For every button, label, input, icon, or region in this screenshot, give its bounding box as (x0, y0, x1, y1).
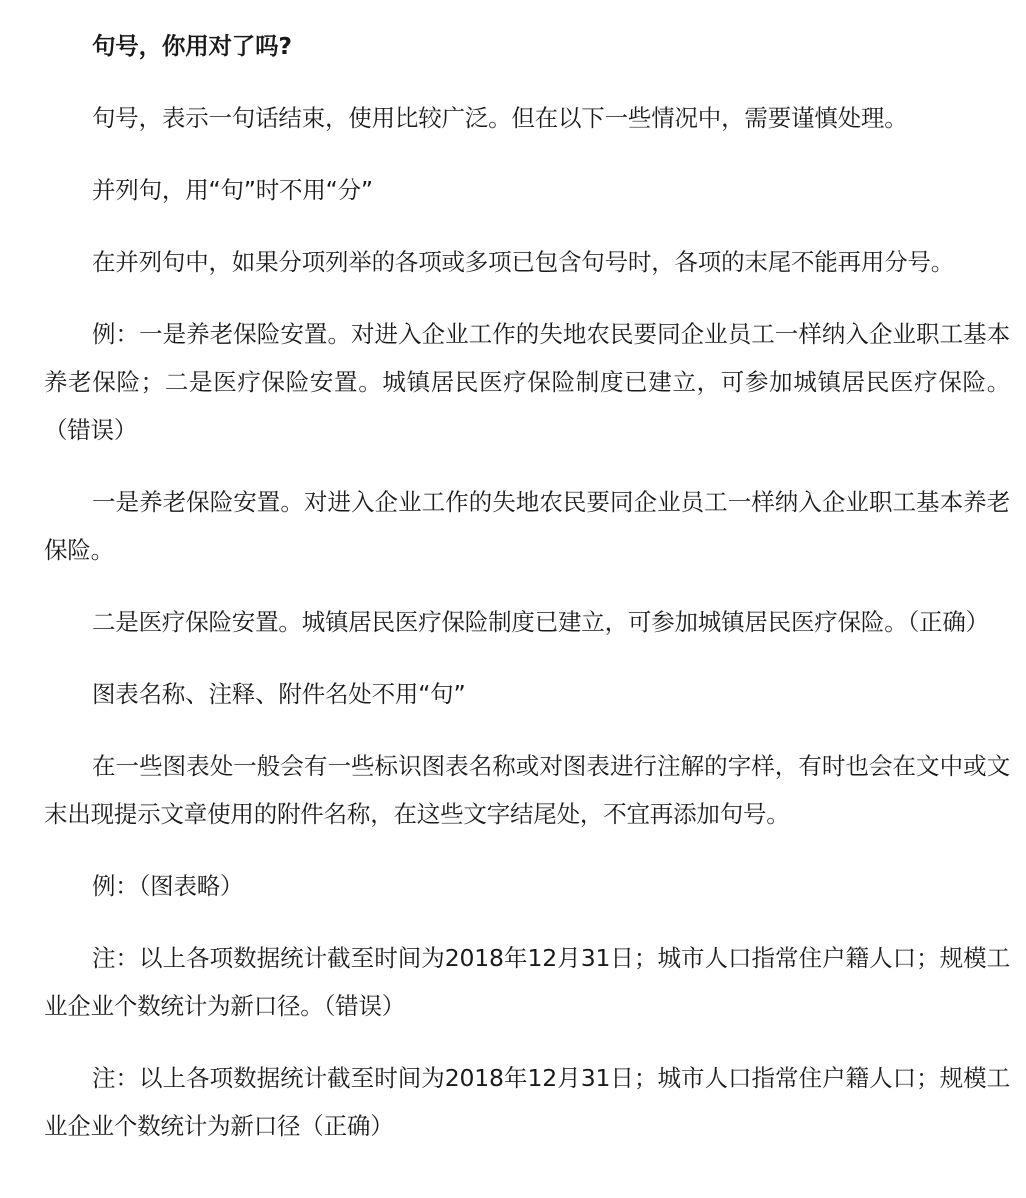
paragraph-note-correct: 注：以上各项数据统计截至时间为2018年12月31日；城市人口指常住户籍人口；规模工业企业个数统计为新口径（正确） (44, 1064, 1010, 1140)
paragraph-example-correct-1: 一是养老保险安置。对进入企业工作的失地农民要同企业员工一样纳入企业职工基本养老保险。 (44, 488, 1010, 564)
article-body (44, 22, 1010, 1174)
section-heading-chart-names: 图表名称、注释、附件名处不用“句” (92, 680, 466, 708)
paragraph-parallel-rule: 在并列句中，如果分项列举的各项或多项已包含句号时，各项的末尾不能再用分号。 (92, 248, 955, 276)
paragraph-note-wrong: 注：以上各项数据统计截至时间为2018年12月31日；城市人口指常住户籍人口；规模工业企业个数统计为新口径。（错误） (44, 944, 1010, 1020)
paragraph-example-correct-2: 二是医疗保险安置。城镇居民医疗保险制度已建立，可参加城镇居民医疗保险。（正确） (92, 608, 989, 636)
paragraph-chart-rule: 在一些图表处一般会有一些标识图表名称或对图表进行注解的字样，有时也会在文中或文末出现提示文章使用的附件名称，在这些文字结尾处，不宜再添加句号。 (44, 752, 1010, 828)
paragraph-example-wrong: 例：一是养老保险安置。对进入企业工作的失地农民要同企业员工一样纳入企业职工基本养老保险；二是医疗保险安置。城镇居民医疗保险制度已建立，可参加城镇居民医疗保险。（错误） (44, 320, 1010, 444)
paragraph-intro: 句号，表示一句话结束，使用比较广泛。但在以下一些情况中，需要谨慎处理。 (92, 104, 908, 132)
section-heading-parallel-sentence: 并列句，用“句”时不用“分” (92, 176, 373, 204)
article-title: 句号，你用对了吗? (92, 32, 292, 60)
paragraph-chart-example: 例：（图表略） (92, 872, 244, 900)
